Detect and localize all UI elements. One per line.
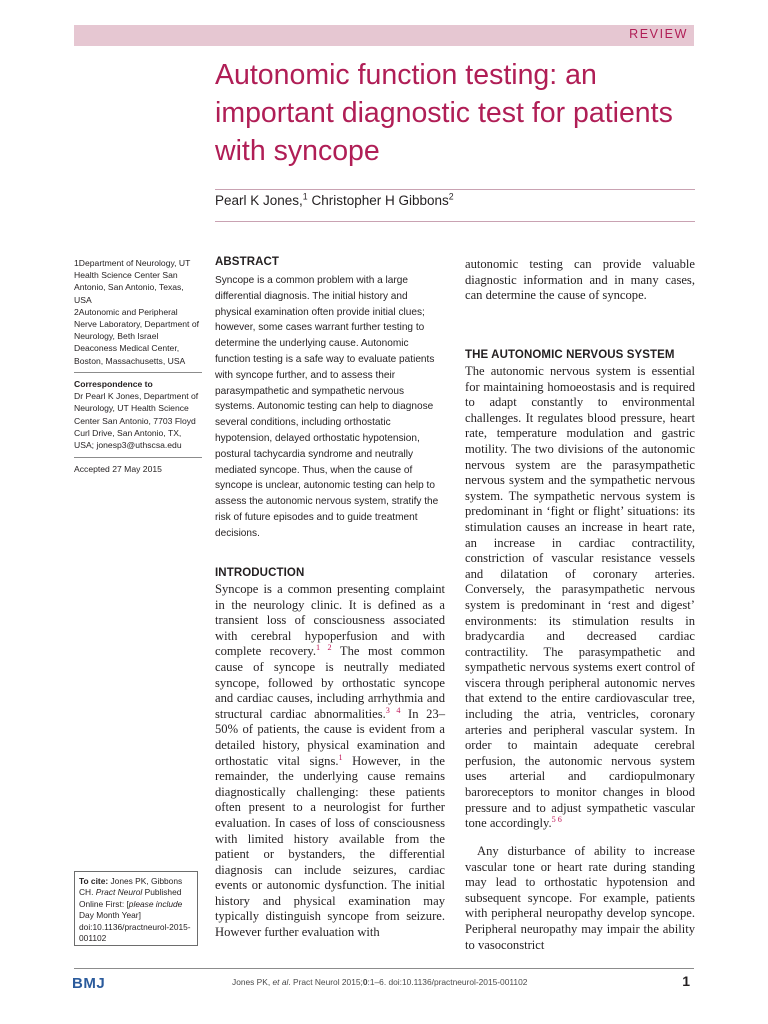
affiliation-marker: 1 (302, 191, 308, 202)
bmj-logo: BMJ (72, 975, 106, 992)
sidebar-rule (74, 372, 202, 373)
body-paragraph: The autonomic nervous system is essential for maintaining homoeostasis and is required to adapt constantly to environmental challenges. It regulates blood pressure, heart rate, temperature modulation and gastric motility. The two divisions of the autonomic nervous system are the parasympathetic nervous system and the sympathetic nervous system. The sympathetic nervous system is predominant in ‘fight or flight’ situations: its stimulation causes an increase in heart rate, an increase in cardiac contractility, constriction of vascular resistance vessels and dilatation of coronary arteries. Conversely, the parasympathetic nervous system is predominant in ‘rest and digest’ environments: its stimulation results in bradycardia and decreased cardiac contractility. The parasympathetic and sympathetic nervous systems exert control of viscera through peripheral autonomic nerves that extend to the entire cardiovascular tree, including the atria, ventricles, coronary arteries and peripheral vascular system. In order to maintain adequate cerebral perfusion, the autonomic nervous system uses arterial and cardiopulmonary baroreceptors to monitor changes in blood pressure and to adjust sympathetic vascular tone accordingly.$^{5 6}$ (465, 364, 695, 831)
reference-link[interactable]: 1 (338, 752, 343, 762)
introduction-heading: INTRODUCTION (215, 567, 305, 579)
author-rule (215, 221, 695, 222)
abstract-text: Syncope is a common problem with a large differential diagnosis. The initial history and physical examination often provide initial clues; however, some cases warrant further testing to determine the underlying cause. Autonomic function testing is a safe way to evaluate patients with syncope further, and to assess their parasympathetic and sympathetic nervous systems. Autonomic testing can help to diagnose several conditions, including orthostatic hypotension, delayed orthostatic hypotension, postural tachycardia syndrome and neutrally mediated syncope. Thus, when the cause of syncope is unclear, autonomic testing can help to assess the autonomic nervous system, stratify the risk of future episodes and to guide treatment decisions. (215, 275, 439, 539)
accepted-date: Accepted 27 May 2015 (74, 464, 162, 474)
section-heading: THE AUTONOMIC NERVOUS SYSTEM (465, 349, 675, 361)
author-name: Pearl K Jones, (215, 193, 303, 208)
affiliation-marker: 2 (448, 191, 454, 202)
correspondence-text: Dr Pearl K Jones, Department of Neurology, UT Health Science Center San Antonio, 7703 Floyd Curl Drive, San Antonio, TX, USA; jonesp3@uthscsa.edu (74, 391, 199, 451)
body-paragraph: Any disturbance of ability to increase vascular tone or heart rate during standing may lead to orthostatic hypotension and subsequent syncope. For example, patients with peripheral neuropathy develop syncope. Peripheral neuropathy may impair the ability to vasoconstrict (465, 844, 695, 952)
section-band (74, 25, 694, 46)
affiliations (74, 257, 202, 367)
section-label: REVIEW (629, 27, 688, 41)
author-name: Christopher H Gibbons (307, 193, 449, 208)
citation-box: To cite: Jones PK, Gibbons CH. Pract Neurol Published Online First: [please include Day Month Year] doi:10.1136/practneurol-2015-001102 (74, 871, 198, 946)
reference-link[interactable]: 5 6 (551, 815, 562, 825)
affiliation: 2Autonomic and Peripheral Nerve Laboratory, Department of Neurology, Beth Israel Deaconess Medical Center, Boston, Massachusetts, USA (74, 306, 199, 366)
correspondence-heading: Correspondence to (74, 379, 153, 389)
author-line (215, 193, 454, 208)
page-number: 1 (682, 973, 690, 989)
footer-citation: Jones PK, et al. Pract Neurol 2015;0:1–6. doi:10.1136/practneurol-2015-001102 (232, 977, 528, 987)
reference-link[interactable]: 3 4 (385, 705, 401, 715)
citation-label: To cite: (79, 876, 109, 886)
reference-link[interactable]: 1 2 (316, 643, 332, 653)
correspondence (74, 378, 202, 451)
abstract-heading: ABSTRACT (215, 256, 280, 268)
article-title: Autonomic function testing: an important diagnostic test for patients with syncope (215, 59, 673, 167)
affiliation: 1Department of Neurology, UT Health Science Center San Antonio, San Antonio, Texas, USA (74, 258, 191, 305)
title-rule (215, 189, 695, 190)
body-text-continued: autonomic testing can provide valuable diagnostic information and in many cases, can determine the cause of syncope. (465, 257, 695, 303)
introduction-text: Syncope is a common presenting complaint in the neurology clinic. It is defined as a transient loss of consciousness associated with cerebral hypoperfusion and with complete recovery.$^{1 2}$ The most common cause of syncope is neutrally mediated syncope, followed by orthostatic syncope and cardiac causes, including arrhythmia and structural cardiac abnormalities.$^{3 4}$ In 23–50% of patients, the cause is evident from a detailed history, physical examination and orthostatic vital signs.$^1$ However, in the remainder, the underlying cause remains diagnostically challenging: these patients often present to a neurologist for further evaluation. In cases of loss of consciousness with limited history available from the patient or bystanders, the differential diagnosis can include seizures, cardiac events or autonomic dysfunction. The initial history and physical examination may typically distinguish syncope from seizure. However further evaluation with (215, 582, 446, 940)
sidebar-rule (74, 457, 202, 458)
footer-rule (74, 968, 694, 969)
